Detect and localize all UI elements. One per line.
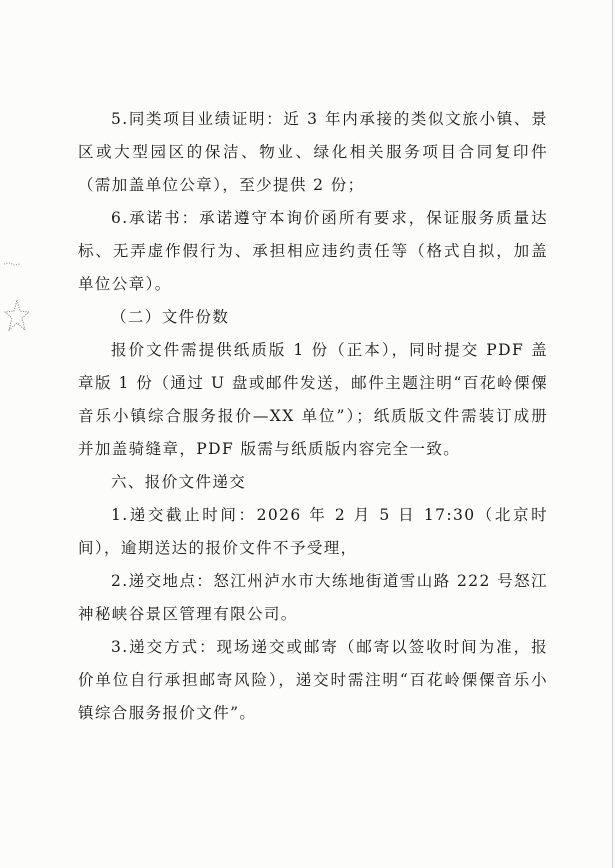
item-6-commitment-letter: 6.承诺书：承诺遵守本询价函所有要求，保证服务质量达标、无弄虚作假行为、承担相应违约责任等（格式自拟，加盖单位公章）。 xyxy=(78,209,548,293)
submission-method: 3.递交方式：现场递交或邮寄（邮寄以签收时间为准，报价单位自行承担邮寄风险），递交时需注明“百花岭傈僳音乐小镇综合服务报价文件”。 xyxy=(78,638,548,722)
submission-location: 2.递交地点：怒江州泸水市大练地街道雪山路 222 号怒江神秘峡谷景区管理有限公司。 xyxy=(78,572,548,623)
section-heading-submission: 六、报价文件递交 xyxy=(111,473,247,491)
scan-edge xyxy=(612,0,613,868)
section-heading-file-copies: （二）文件份数 xyxy=(111,308,230,326)
document-body xyxy=(78,103,548,730)
submission-deadline: 1.递交截止时间：2026 年 2 月 5 日 17:30（北京时间），逾期送达的报价文件不予受理， xyxy=(78,506,548,557)
scan-star-mark xyxy=(4,298,30,332)
scan-speck-mark xyxy=(2,258,22,270)
file-copies-paragraph: 报价文件需提供纸质版 1 份（正本），同时提交 PDF 盖章版 1 份（通过 U 盘或邮件发送，邮件主题注明“百花岭傈僳音乐小镇综合服务报价—XX 单位”）；纸质版文件需装订成册并加盖骑缝章，PDF 版需与纸质版内容完全一致。 xyxy=(78,341,548,458)
item-5-performance-proof: 5.同类项目业绩证明：近 3 年内承接的类似文旅小镇、景区或大型园区的保洁、物业、绿化相关服务项目合同复印件（需加盖单位公章），至少提供 2 份； xyxy=(78,110,548,194)
